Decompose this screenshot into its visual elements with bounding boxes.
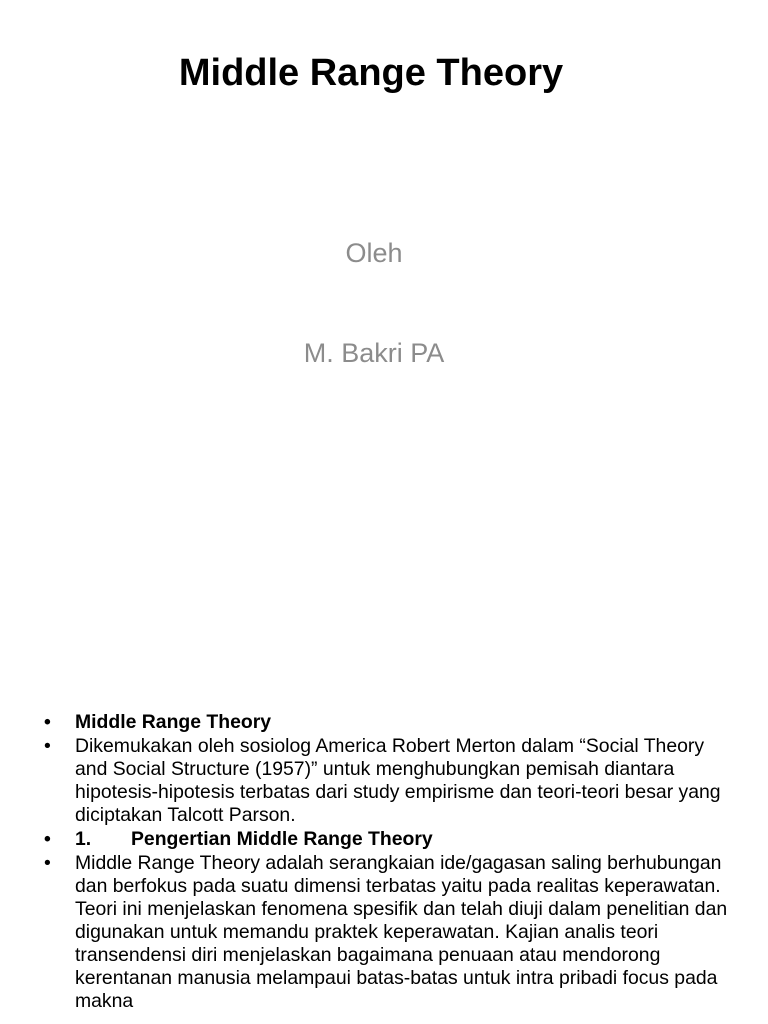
subtitle-by-label: Oleh: [345, 238, 403, 268]
page-title: Middle Range Theory: [178, 52, 564, 94]
list-item-text: Dikemukakan oleh sosiolog America Robert Merton dalam “Social Theory and Social Structure (1957)” untuk menghubungkan pemisah diantara hipotesis-hipotesis terbatas dari study empirisme dan teori-teori besar yang diciptakan Talcott Parson.: [75, 735, 721, 826]
bullet-icon: •: [44, 711, 51, 733]
list-item-number: 1.: [75, 828, 92, 850]
list-item-text: Middle Range Theory: [75, 711, 272, 733]
list-item-numbered-heading: [44, 828, 734, 851]
subtitle-author: M. Bakri PA: [303, 338, 445, 368]
content-bullet-list: [44, 711, 734, 1014]
list-item: [44, 735, 734, 827]
list-item-heading: [44, 711, 734, 734]
bullet-icon: •: [44, 828, 51, 850]
list-item-text: Pengertian Middle Range Theory: [131, 828, 433, 850]
bullet-icon: •: [44, 852, 51, 874]
list-item: [44, 852, 734, 1013]
bullet-icon: •: [44, 735, 51, 757]
list-item-text: Middle Range Theory adalah serangkaian ide/gagasan saling berhubungan dan berfokus pada suatu dimensi terbatas yaitu pada realitas keperawatan. Teori ini menjelaskan fenomena spesifik dan telah diuji dalam penelitian dan digunakan untuk memandu praktek keperawatan. Kajian analis teori transendensi diri menjelaskan bagaimana penuaan atau mendorong kerentanan manusia melampaui batas-batas untuk intra pribadi focus pada makna: [75, 852, 728, 1012]
